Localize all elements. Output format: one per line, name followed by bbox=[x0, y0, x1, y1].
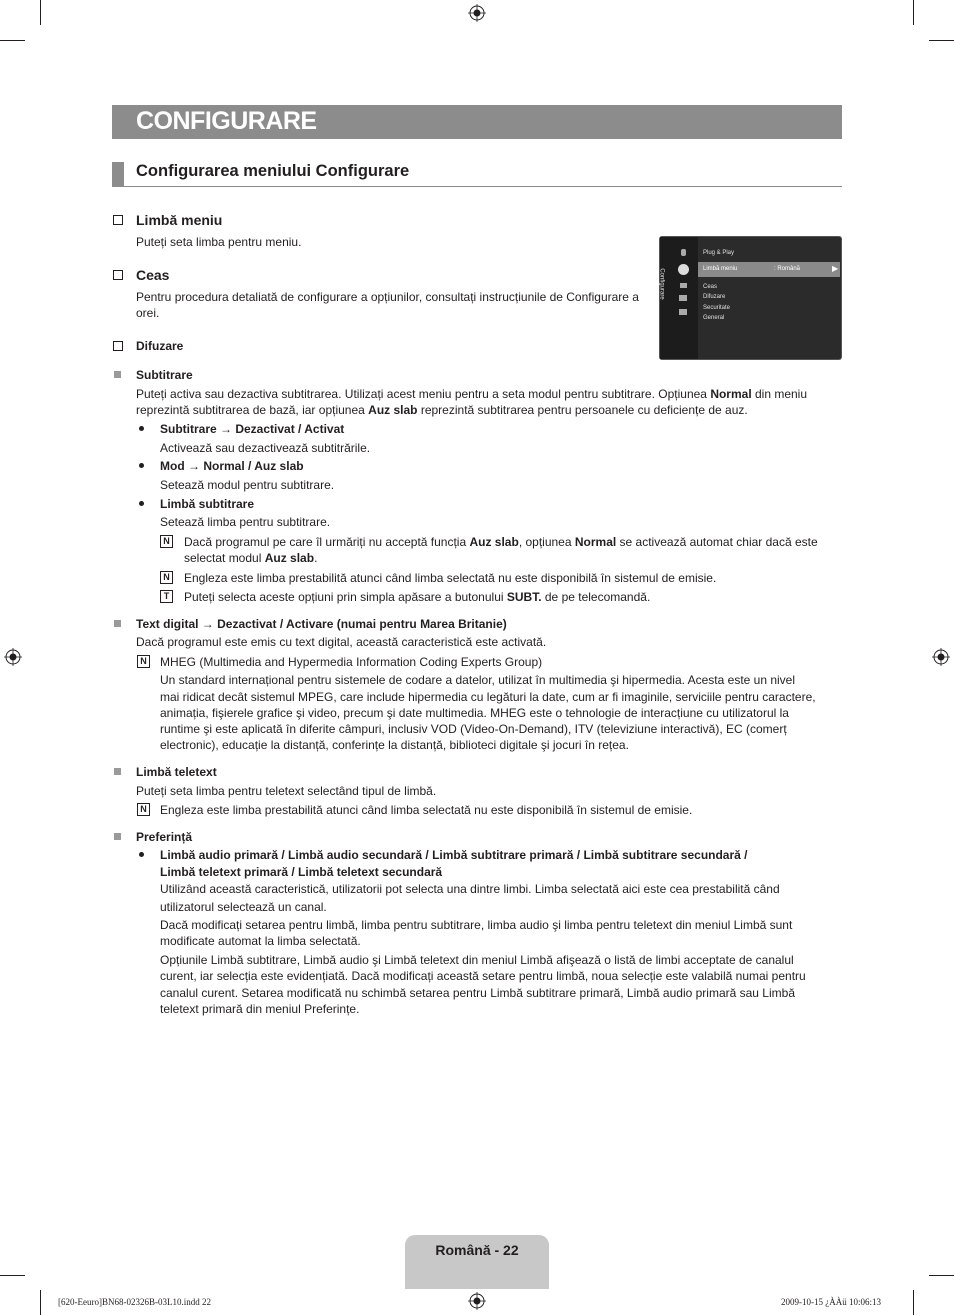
square-bullet-icon bbox=[114, 371, 121, 378]
bullet-title: Limbă subtitrare bbox=[160, 497, 255, 511]
mheg-line: Un standard internațional pentru sistemele de codare a datelor, utilizat în multimedia şi hipermedia. Acesta este un nivel bbox=[160, 673, 796, 687]
note-icon: N bbox=[137, 803, 150, 816]
title-bar bbox=[112, 105, 842, 139]
mheg-line: animația, fişierele grafice şi video, precum şi date multimedia. MHEG este o tehnologie de interacțiune cu utilizatorul la bbox=[160, 706, 789, 720]
menu-item-plug-play[interactable]: Plug & Play bbox=[703, 250, 735, 256]
registration-mark-icon bbox=[468, 1292, 486, 1310]
page-number-tab bbox=[405, 1235, 549, 1289]
note-text: Engleza este limba prestabilită atunci când limba selectată nu este disponibilă în sistemul de emisie. bbox=[184, 571, 717, 585]
pref-line: modificate automat la limba selectată. bbox=[160, 934, 361, 948]
bullet-title: Limbă audio primară / Limbă audio secundară / Limbă subtitrare primară / Limbă subtitrare secundară / bbox=[160, 848, 748, 862]
registration-mark-icon bbox=[468, 4, 486, 22]
gear-icon bbox=[678, 264, 689, 275]
application-icon bbox=[679, 295, 687, 301]
note-title: MHEG (Multimedia and Hypermedia Information Coding Experts Group) bbox=[160, 655, 543, 669]
menu-item-difuzare[interactable]: Difuzare bbox=[703, 294, 726, 300]
mheg-line: runtime şi este aplicată în diferite câmpuri, inclusiv VOD (Video-On-Demand), ITV (televiziune interactivă), EC (comerț bbox=[160, 722, 787, 736]
heading-ceas: Ceas bbox=[136, 267, 170, 283]
heading-difuzare: Difuzare bbox=[136, 339, 184, 353]
menu-item-general[interactable]: General bbox=[703, 315, 725, 321]
pref-line: utilizatorul selectează un canal. bbox=[160, 900, 327, 914]
heading-preferinta: Preferință bbox=[136, 830, 193, 844]
bullet-title: Subtitrare → Dezactivat / Activat bbox=[160, 422, 345, 436]
print-slug-right: 2009-10-15 ¿ÀÀü 10:06:13 bbox=[781, 1297, 881, 1307]
text-subtitrare-2: reprezintă subtitrarea de bază, iar opțiunea Auz slab reprezintă subtitrarea pentru persoanele cu deficiențe de auz. bbox=[136, 403, 748, 417]
note-icon: N bbox=[137, 655, 150, 668]
text-ceas-1: Pentru procedura detaliată de configurare a opțiunilor, consultați instrucțiunile de Configurare a bbox=[136, 290, 639, 304]
text-limba-meniu: Puteți seta limba pentru meniu. bbox=[136, 235, 302, 249]
crop-mark bbox=[913, 1290, 914, 1315]
bullet-dot-icon bbox=[139, 463, 144, 468]
text-subtitrare-1: Puteți activa sau dezactiva subtitrarea. Utilizați acest meniu pentru a seta modul pentru subtitrare. Opțiunea Normal din meniu bbox=[136, 387, 808, 401]
mheg-line: electronic), educație la distanță, conferințe la distanță, biblioteci digitale şi jocuri în rețea. bbox=[160, 738, 629, 752]
crop-mark bbox=[40, 0, 41, 25]
crop-mark bbox=[913, 0, 914, 25]
heading-subtitrare: Subtitrare bbox=[136, 368, 193, 382]
section-title: Configurarea meniului Configurare bbox=[136, 162, 410, 180]
note-text: Dacă programul pe care îl urmăriți nu acceptă funcția Auz slab, opțiunea Normal se activează automat chiar dacă este bbox=[184, 535, 818, 549]
bullet-title: Limbă teletext primară / Limbă teletext secundară bbox=[160, 865, 443, 879]
pref-line: Dacă modificați setarea pentru limbă, limba pentru subtitrare, limba audio şi limba pentru teletext din meniul Limbă sunt bbox=[160, 918, 793, 932]
support-icon bbox=[679, 309, 687, 315]
crop-mark bbox=[40, 1290, 41, 1315]
bullet-text: Activează sau dezactivează subtitrările. bbox=[160, 441, 371, 455]
note-text: Engleza este limba prestabilită atunci când limba selectată nu este disponibilă în sistemul de emisie. bbox=[160, 803, 693, 817]
registration-mark-icon bbox=[932, 648, 950, 666]
menu-side-label: Configurare bbox=[658, 268, 665, 300]
crop-mark bbox=[0, 1275, 25, 1276]
checkbox-bullet-icon bbox=[113, 215, 123, 225]
pref-line: Utilizând această caracteristică, utilizatorii pot selecta una dintre limbi. Limba selectată aici este cea prestabilită când bbox=[160, 882, 780, 896]
checkbox-bullet-icon bbox=[113, 270, 123, 280]
checkbox-bullet-icon bbox=[113, 341, 123, 351]
heading-limba-teletext: Limbă teletext bbox=[136, 765, 217, 779]
section-rule bbox=[112, 186, 842, 187]
registration-mark-icon bbox=[4, 648, 22, 666]
menu-item-securitate[interactable]: Securitate bbox=[703, 305, 731, 311]
menu-item-value: : Română bbox=[774, 266, 801, 272]
page-number: Română - 22 bbox=[435, 1242, 519, 1258]
section-marker bbox=[112, 162, 124, 186]
bullet-dot-icon bbox=[139, 426, 144, 431]
heading-text-digital: Text digital → Dezactivat / Activare (numai pentru Marea Britanie) bbox=[136, 617, 507, 631]
crop-mark bbox=[0, 40, 25, 41]
bullet-dot-icon bbox=[139, 852, 144, 857]
text-ceas-2: orei. bbox=[136, 306, 160, 320]
pref-line: Opțiunile Limbă subtitrare, Limbă audio şi Limbă teletext din meniul Limbă afişează o listă de limbi acceptate de canalul bbox=[160, 953, 794, 967]
bullet-title: Mod → Normal / Auz slab bbox=[160, 459, 304, 473]
mheg-line: mai ridicat decât sistemul MPEG, care include hipermedia cu legături la date, cum ar fi imaginile, serviciile pentru caractere, bbox=[160, 690, 816, 704]
text-text-digital: Dacă programul este emis cu text digital, această caracteristică este activată. bbox=[136, 635, 547, 649]
menu-item-limba-meniu[interactable]: Limbă meniu bbox=[703, 266, 738, 272]
page-title: CONFIGURARE bbox=[136, 107, 317, 135]
crop-mark bbox=[929, 40, 954, 41]
heading-limba-meniu: Limbă meniu bbox=[136, 212, 223, 228]
note-text: selectat modul Auz slab. bbox=[184, 551, 318, 565]
pref-line: teletext primară din meniul Preferințe. bbox=[160, 1002, 360, 1016]
text-limba-teletext: Puteți seta limba pentru teletext selectând tipul de limbă. bbox=[136, 784, 437, 798]
picture-icon bbox=[681, 249, 686, 256]
menu-item-ceas[interactable]: Ceas bbox=[703, 284, 718, 290]
note-icon: N bbox=[160, 571, 173, 584]
crop-mark bbox=[929, 1275, 954, 1276]
remote-button-icon: T bbox=[160, 590, 173, 603]
bullet-text: Setează limba pentru subtitrare. bbox=[160, 515, 331, 529]
pref-line: curent, iar selecția este evidențiată. Dacă modificați această setare pentru limbă, noua selecție este valabilă numai pentru bbox=[160, 969, 806, 983]
bullet-text: Setează modul pentru subtitrare. bbox=[160, 478, 335, 492]
square-bullet-icon bbox=[114, 620, 121, 627]
bullet-dot-icon bbox=[139, 501, 144, 506]
print-slug-left: [620-Eeuro]BN68-02326B-03L10.indd 22 bbox=[58, 1297, 211, 1307]
square-bullet-icon bbox=[114, 768, 121, 775]
square-bullet-icon bbox=[114, 833, 121, 840]
note-icon: N bbox=[160, 535, 173, 548]
pref-line: canalul curent. Setarea modificată nu schimbă setarea pentru Limbă subtitrare primară, Limbă audio primară sau Limbă bbox=[160, 986, 795, 1000]
arrow-right-icon: ▶ bbox=[832, 264, 839, 273]
osd-menu-screenshot bbox=[659, 236, 842, 360]
note-text: Puteți selecta aceste opțiuni prin simpla apăsare a butonului SUBT. de pe telecomandă. bbox=[184, 590, 651, 604]
input-icon bbox=[680, 283, 687, 288]
